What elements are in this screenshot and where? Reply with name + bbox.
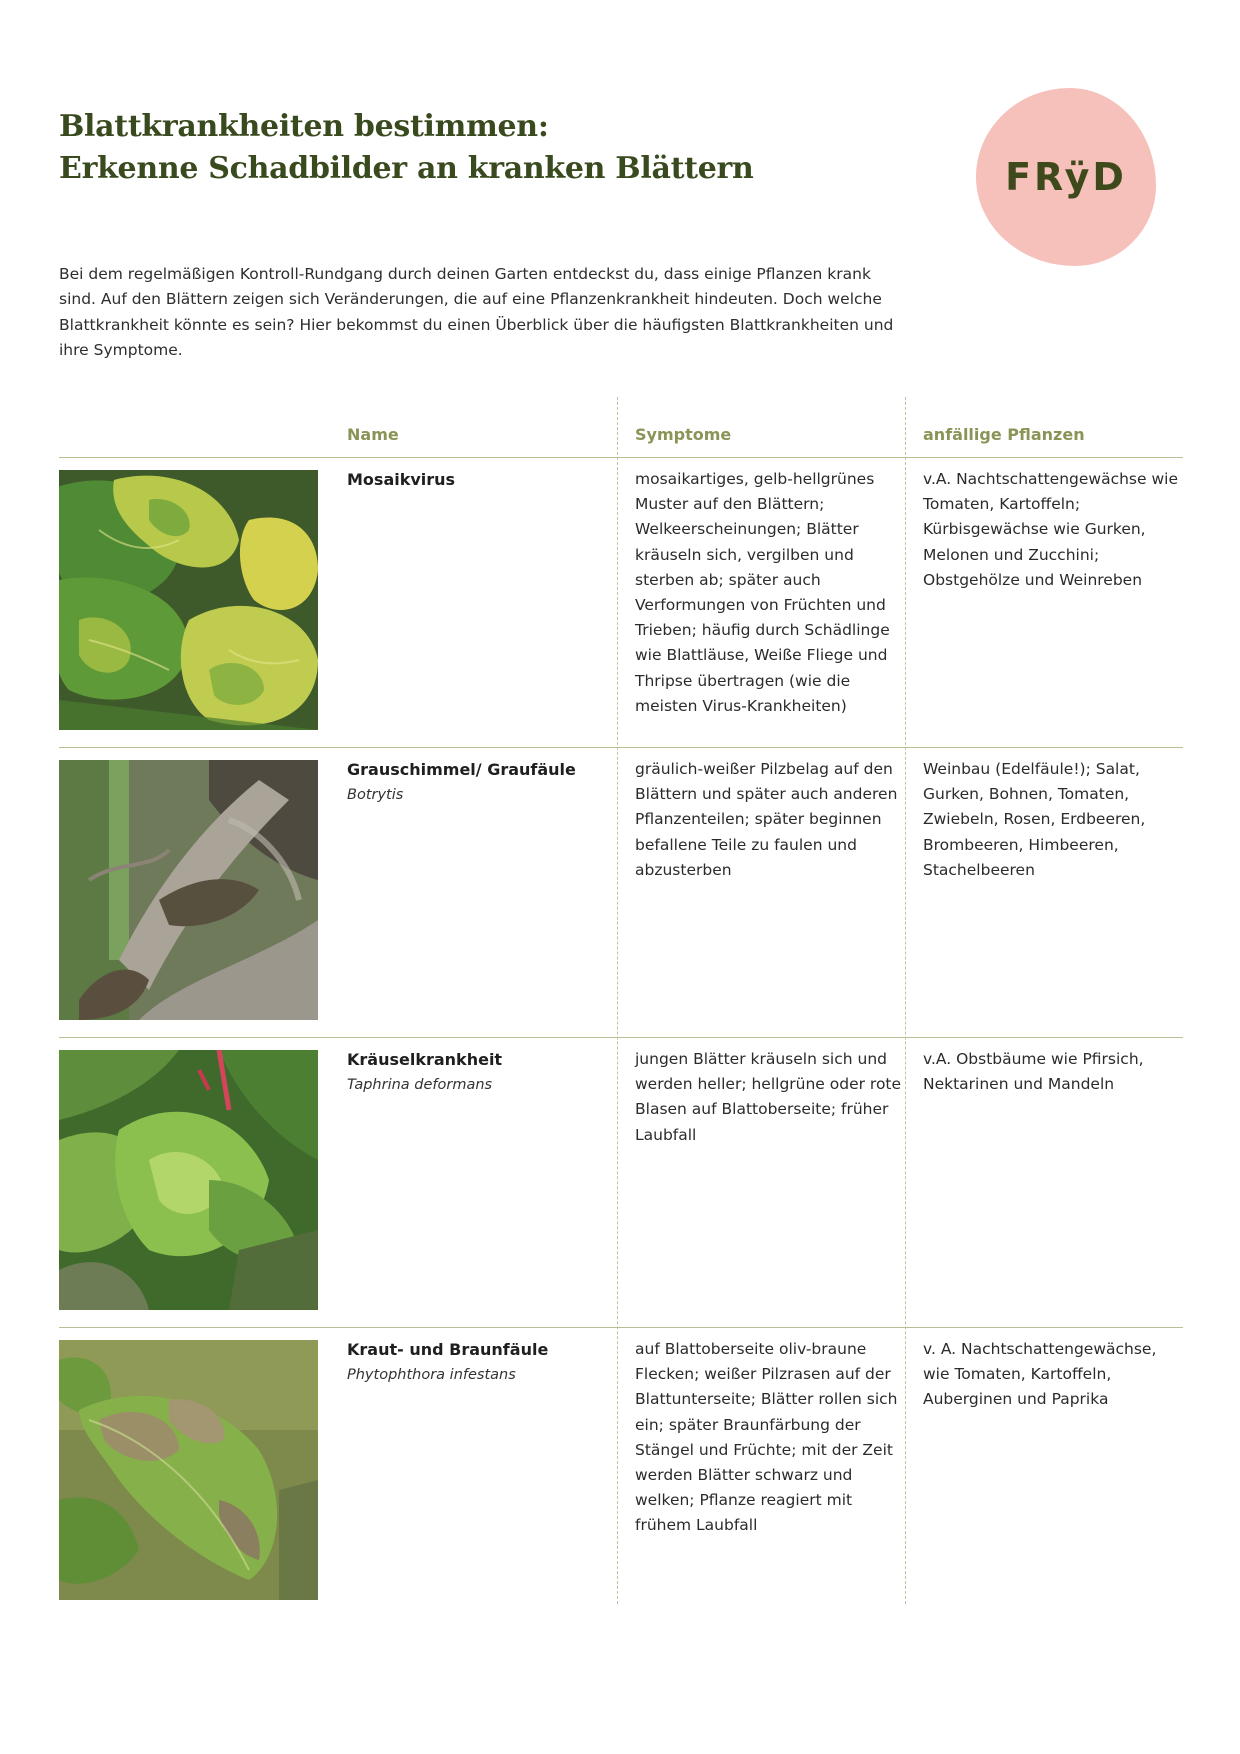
disease-name: Kräuselkrankheit	[347, 1050, 503, 1069]
fryd-logo	[976, 88, 1156, 266]
late-blight-photo	[59, 1340, 318, 1600]
header-symptoms: Symptome	[635, 425, 732, 444]
logo-text: FRÿD	[1005, 155, 1127, 199]
disease-name: Mosaikvirus	[347, 470, 456, 489]
table-row	[59, 747, 1183, 1037]
disease-symptoms: gräulich-weißer Pilzbelag auf den Blättern und später auch anderen Pflanzenteilen; später beginnen befallene Teile zu faulen und abzusterben	[635, 760, 898, 879]
leaf-curl-photo	[59, 1050, 318, 1310]
header-name: Name	[347, 425, 399, 444]
page-title	[59, 106, 754, 190]
disease-latin-name: Phytophthora infestans	[347, 1367, 516, 1383]
title-line-2: Erkenne Schadbilder an kranken Blättern	[59, 151, 754, 186]
susceptible-plants: Weinbau (Edelfäule!); Salat, Gurken, Bohnen, Tomaten, Zwiebeln, Rosen, Erdbeeren, Brombeeren, Himbeeren, Stachelbeeren	[923, 760, 1146, 879]
title-line-1: Blattkrankheiten bestimmen:	[59, 109, 549, 144]
disease-symptoms: mosaikartiges, gelb-hellgrünes Muster auf den Blättern; Welkeerscheinungen; Blätter kräuseln sich, vergilben und sterben ab; später auch Verformungen von Früchten und Trieben; häufig durch Schädlinge wie Blattläuse, Weiße Fliege und Thripse übertragen (wie die meisten Virus-Krankheiten)	[635, 470, 890, 715]
intro-paragraph: Bei dem regelmäßigen Kontroll-Rundgang durch deinen Garten entdeckst du, dass einige Pflanzen krank sind. Auf den Blättern zeigen sich Veränderungen, die auf eine Pflanzenkrankheit hindeuten. Doch welche Blattkrankheit könnte es sein? Hier bekommst du einen Überblick über die häufigsten Blattkrankheiten und ihre Symptome.	[59, 265, 894, 359]
disease-symptoms: jungen Blätter kräuseln sich und werden heller; hellgrüne oder rote Blasen auf Blattoberseite; früher Laubfall	[635, 1050, 902, 1144]
mosaic-virus-image	[59, 470, 318, 730]
header-plants: anfällige Pflanzen	[923, 425, 1085, 444]
mosaic-virus-photo	[59, 470, 318, 730]
disease-latin-name: Taphrina deformans	[347, 1077, 493, 1093]
disease-table	[59, 397, 1183, 1604]
disease-name: Kraut- und Braunfäule	[347, 1340, 549, 1359]
susceptible-plants: v. A. Nachtschattengewächse, wie Tomaten, Kartoffeln, Auberginen und Paprika	[923, 1340, 1157, 1409]
table-row	[59, 1327, 1183, 1617]
susceptible-plants: v.A. Obstbäume wie Pfirsich, Nektarinen und Mandeln	[923, 1050, 1144, 1094]
disease-name: Grauschimmel/ Graufäule	[347, 760, 576, 779]
leaf-curl-image	[59, 1050, 318, 1310]
grey-mould-image	[59, 760, 318, 1020]
table-row	[59, 1037, 1183, 1327]
grey-mould-photo	[59, 760, 318, 1020]
late-blight-image	[59, 1340, 318, 1600]
disease-latin-name: Botrytis	[347, 787, 404, 803]
susceptible-plants: v.A. Nachtschattengewächse wie Tomaten, Kartoffeln; Kürbisgewächse wie Gurken, Melonen und Zucchini; Obstgehölze und Weinreben	[923, 470, 1178, 589]
table-row	[59, 457, 1183, 747]
disease-symptoms: auf Blattoberseite oliv-braune Flecken; weißer Pilzrasen auf der Blattunterseite; Blätter rollen sich ein; später Braunfärbung der Stängel und Früchte; mit der Zeit werden Blätter schwarz und welken; Pflanze reagiert mit frühem Laubfall	[635, 1340, 898, 1535]
